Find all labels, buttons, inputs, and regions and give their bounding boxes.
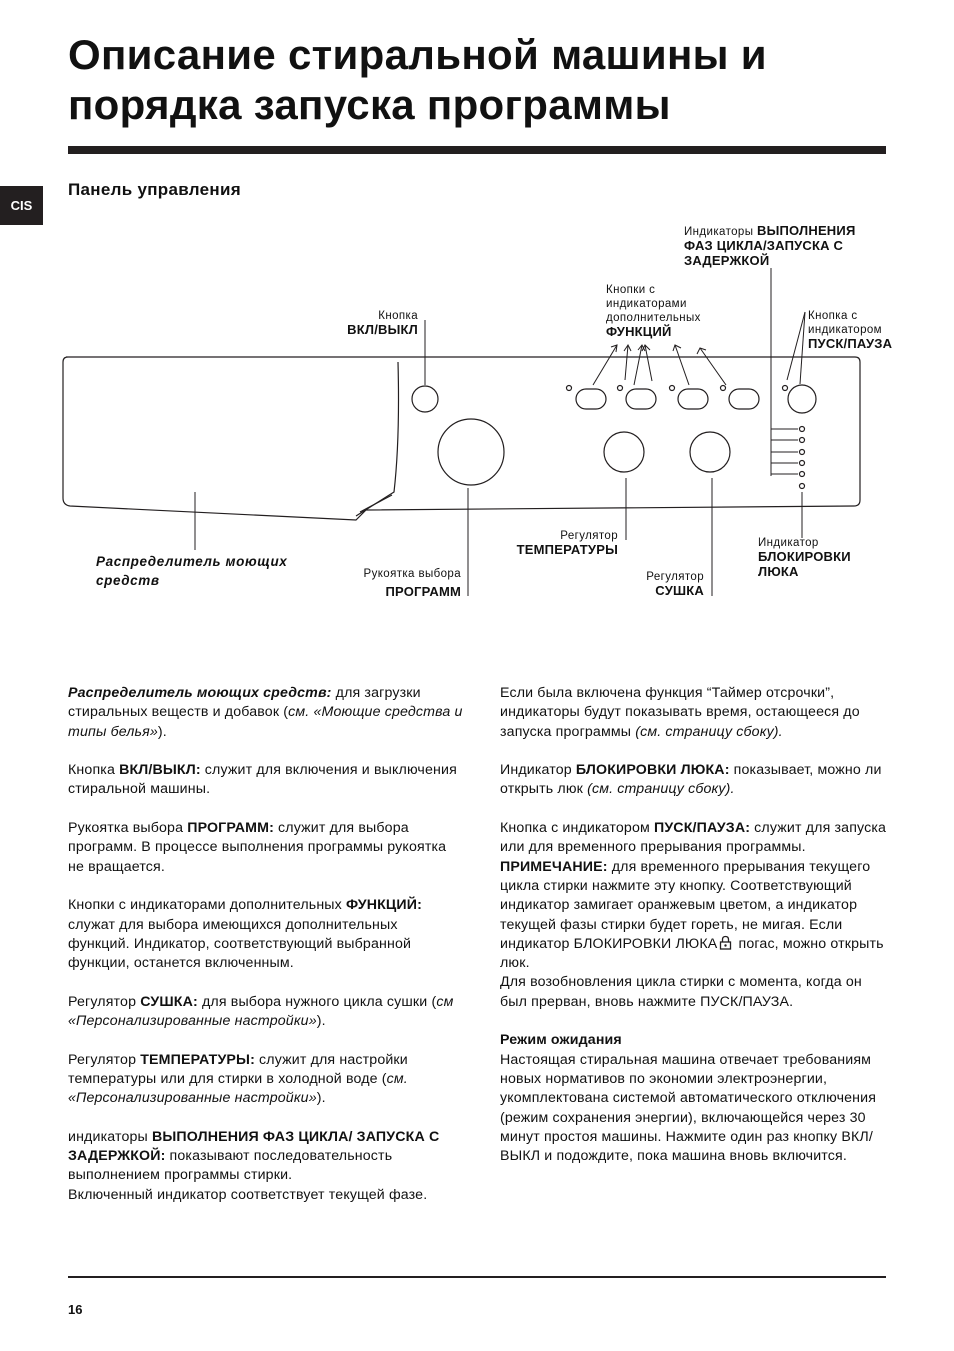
temperature-knob-shape — [604, 432, 644, 472]
function-button-4-shape — [729, 389, 759, 409]
para-program: Рукоятка выбора ПРОГРАММ: служит для выбора программ. В процессе выполнения программы рукоятка не вращается. — [68, 820, 447, 875]
para-temperature: Регулятор ТЕМПЕРАТУРЫ: служит для настройки температуры или для стирки в холодной воде (см. «Персонализированные настройки»). — [68, 1051, 408, 1107]
para-onoff: Кнопка ВКЛ/ВЫКЛ: служит для включения и выключения стиральной машины. — [68, 762, 457, 798]
para-dispenser: Распределитель моющих средств: для загрузки стиральных веществ и добавок (см. «Моющие средства и типы белья»). — [68, 685, 463, 740]
function-arrow-heads — [611, 345, 706, 354]
label-dry-knob: Регулятор СУШКА — [646, 571, 704, 598]
label-onoff-button: Кнопка ВКЛ/ВЫКЛ — [347, 310, 418, 337]
side-tab-cis: CIS — [0, 186, 43, 225]
label-program-knob: Рукоятка выбора ПРОГРАММ — [363, 568, 461, 599]
panel-outline — [63, 357, 860, 520]
para-note: ПРИМЕЧАНИЕ: для временного прерывания текущего цикла стирки нажмите эту кнопку. Соответствующий индикатор замигает оранжевым цветом, а индикатор текущей фазы стирки будет гореть, не мигая. Если индикатор БЛОКИРОВКИ ЛЮКА погас, можно открыть люк. — [500, 858, 884, 972]
para-current-phase: Включенный индикатор соответствует текущей фазе. — [68, 1186, 428, 1203]
page-number: 16 — [68, 1302, 83, 1317]
para-door-lock: Индикатор БЛОКИРОВКИ ЛЮКА: показывает, можно ли открыть люк (см. страницу сбоку). — [500, 762, 882, 798]
para-delay-timer: Если была включена функция “Таймер отсрочки”, индикаторы будут показывать время, остающееся до запуска программы (см. страницу сбоку). — [500, 685, 860, 740]
right-text-column — [500, 684, 892, 1166]
para-dry: Регулятор СУШКА: для выбора нужного цикла сушки (см «Персонализированные настройки»). — [68, 993, 454, 1030]
left-text-column — [68, 684, 463, 1205]
label-door-lock: Индикатор БЛОКИРОВКИ ЛЮКА — [758, 537, 851, 579]
label-function-buttons: Кнопки с индикаторами дополнительных ФУНКЦИЙ — [606, 284, 701, 339]
para-resume: Для возобновления цикла стирки с момента, когда он был прерван, вновь нажмите ПУСК/ПАУЗА. — [500, 974, 862, 1010]
para-phase-indicators: индикаторы ВЫПОЛНЕНИЯ ФАЗ ЦИКЛА/ ЗАПУСКА С ЗАДЕРЖКОЙ: показывают последовательность выполнением программы стирки. — [68, 1128, 440, 1184]
label-start-pause: Кнопка с индикатором ПУСК/ПАУЗА — [808, 310, 893, 351]
para-functions: Кнопки с индикаторами дополнительных ФУНКЦИЙ: служат для выбора имеющихся дополнительных функций. Индикатор, соответствующий выбранной функции, останется включенным. — [68, 897, 422, 972]
para-standby-title: Режим ожидания — [500, 1032, 622, 1049]
title-line-1: Описание стиральной машины и — [68, 31, 767, 78]
para-standby: Настоящая стиральная машина отвечает требованиям новых нормативов по экономии электроэнергии, укомплектована системой автоматического отключения (режим сохранения энергии), включающейся через 30 минут простоя машины. Нажмите один раз кнопку ВКЛ/ВЫКЛ и подождите, пока машина вновь включится. — [500, 1051, 877, 1165]
label-phase-indicators: Индикаторы ВЫПОЛНЕНИЯ ФАЗ ЦИКЛА/ЗАПУСКА С ЗАДЕРЖКОЙ — [684, 223, 856, 268]
function-button-2-shape — [626, 389, 656, 409]
padlock-icon — [719, 935, 732, 950]
onoff-button-shape — [412, 386, 438, 412]
section-title: Панель управления — [68, 180, 241, 199]
program-knob-shape — [438, 419, 504, 485]
label-temperature-knob: Регулятор ТЕМПЕРАТУРЫ — [516, 530, 618, 557]
bottom-rule — [68, 1276, 886, 1278]
phase-indicator-leds — [800, 427, 805, 489]
label-detergent-dispenser: Распределитель моющих средств — [96, 554, 288, 588]
dry-knob-shape — [690, 432, 730, 472]
function-button-3-shape — [678, 389, 708, 409]
title-line-2: порядка запуска программы — [68, 81, 671, 128]
para-start-pause: Кнопка с индикатором ПУСК/ПАУЗА: служит для запуска или для временного прерывания программы. — [500, 820, 887, 856]
start-pause-button-shape — [788, 385, 816, 413]
panel-divider — [356, 362, 399, 516]
function-button-1-shape — [576, 389, 606, 409]
